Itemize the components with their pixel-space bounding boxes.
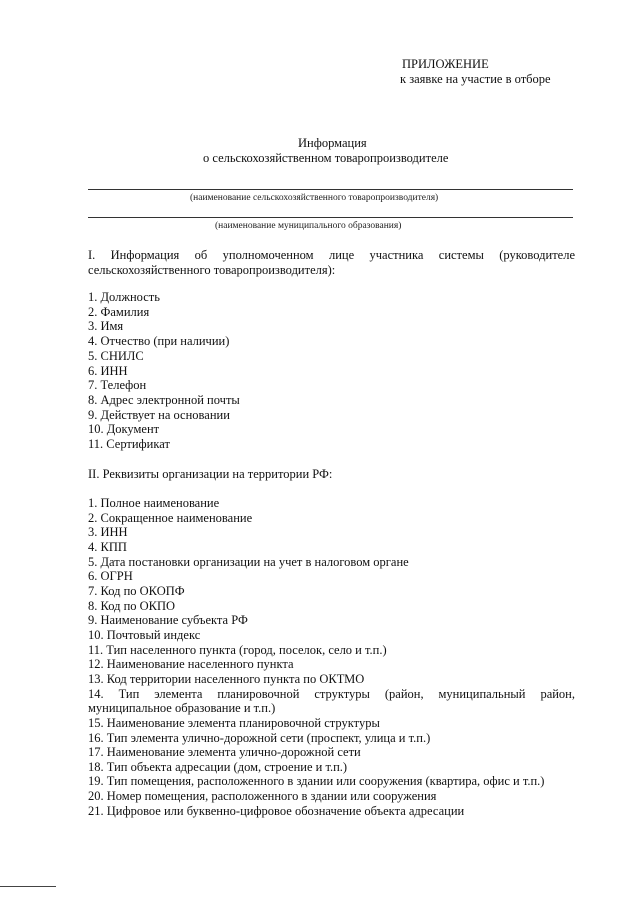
section-1-heading: I. Информация об уполномоченном лице участника системы (руководителе сельскохозяйственного товаропроизводителя): [88, 248, 575, 277]
list-item: 17. Наименование элемента улично-дорожной сети [88, 745, 361, 760]
appendix-block [400, 57, 551, 87]
list-item: 3. Имя [88, 319, 124, 334]
list-item: 5. СНИЛС [88, 348, 144, 363]
list-item: 4. Отчество (при наличии) [88, 334, 230, 349]
document-subtitle: о сельскохозяйственном товаропроизводителе [203, 151, 449, 165]
list-item: 1. Должность [88, 290, 160, 304]
municipality-name-caption: (наименование муниципального образования) [215, 221, 402, 231]
list-item: 2. Фамилия [88, 304, 150, 319]
appendix-subtitle: к заявке на участие в отборе [400, 72, 551, 86]
list-item: 8. Адрес электронной почты [88, 392, 240, 407]
list-item: 9. Действует на основании [88, 407, 230, 422]
list-item: 12. Наименование населенного пункта [88, 657, 294, 672]
list-item: 18. Тип объекта адресации (дом, строение и т.п.) [88, 759, 348, 774]
section-2-heading: II. Реквизиты организации на территории РФ: [88, 467, 333, 481]
list-item: 1. Полное наименование [88, 496, 220, 510]
appendix-title: ПРИЛОЖЕНИЕ [402, 57, 489, 71]
list-item: 2. Сокращенное наименование [88, 510, 253, 525]
municipality-name-line [88, 217, 573, 218]
list-item: 19. Тип помещения, расположенного в здании или сооружения (квартира, офис и т.п.) [88, 774, 545, 789]
list-item: 13. Код территории населенного пункта по ОКТМО [88, 671, 365, 686]
section-2-list [88, 496, 575, 818]
list-item: 11. Сертификат [88, 437, 170, 452]
list-item: 21. Цифровое или буквенно-цифровое обозначение объекта адресации [88, 803, 465, 818]
list-item: 6. ИНН [88, 363, 128, 378]
list-item: 5. Дата постановки организации на учет в налоговом органе [88, 554, 409, 569]
list-item: 7. Телефон [88, 378, 147, 393]
list-item: 14. Тип элемента планировочной структуры (район, муниципальный район, муниципальное образование и т.п.) [88, 686, 575, 716]
producer-name-caption: (наименование сельскохозяйственного товаропроизводителя) [190, 193, 439, 203]
list-item: 10. Документ [88, 422, 160, 437]
list-item: 16. Тип элемента улично-дорожной сети (проспект, улица и т.п.) [88, 730, 431, 745]
section-1-list [88, 290, 575, 452]
document-title: Информация [298, 136, 367, 150]
list-item: 11. Тип населенного пункта (город, поселок, село и т.п.) [88, 642, 387, 657]
producer-name-line [88, 189, 573, 190]
list-item: 6. ОГРН [88, 569, 133, 584]
list-item: 4. КПП [88, 539, 127, 554]
list-item: 7. Код по ОКОПФ [88, 583, 185, 598]
list-item: 3. ИНН [88, 525, 128, 540]
footer-rule [0, 886, 56, 887]
list-item: 10. Почтовый индекс [88, 627, 201, 642]
list-item: 9. Наименование субъекта РФ [88, 613, 248, 628]
list-item: 8. Код по ОКПО [88, 598, 176, 613]
list-item: 20. Номер помещения, расположенного в здании или сооружения [88, 789, 437, 804]
list-item: 15. Наименование элемента планировочной структуры [88, 715, 380, 730]
